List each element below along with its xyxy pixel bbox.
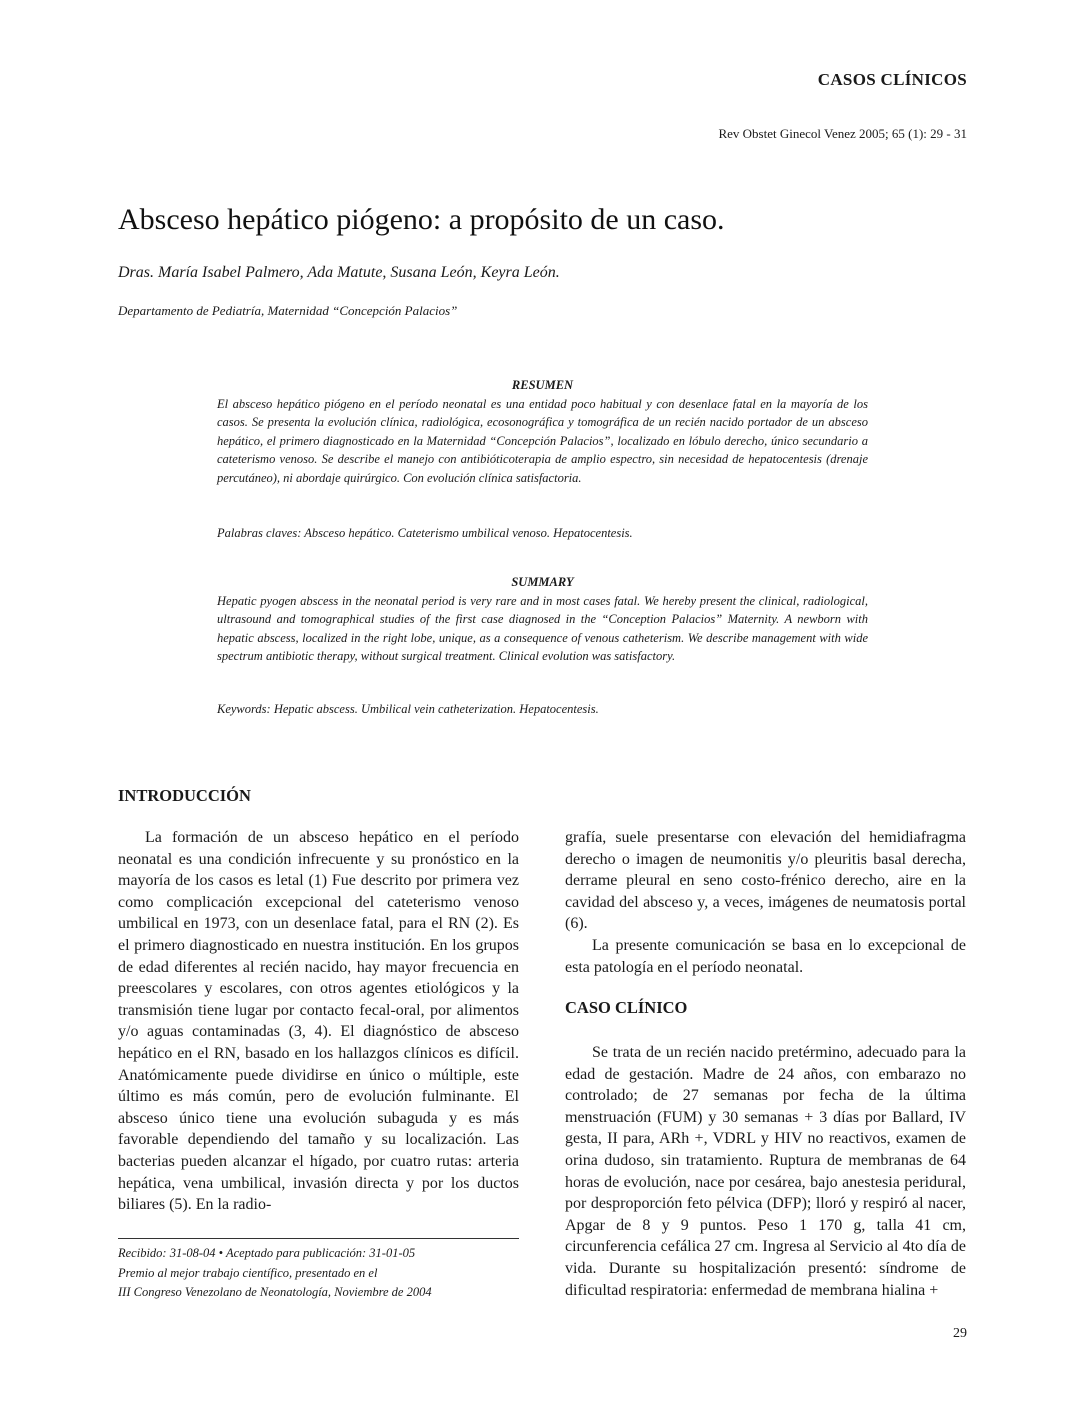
- right-column-top: [565, 827, 966, 978]
- summary-heading: SUMMARY: [511, 575, 574, 589]
- introduccion-paragraph: La formación de un absceso hepático en el período neonatal es una condición infrecuente y su pronóstico en la mayoría de los casos es letal (1) Fue descrito por primera vez como complicación excepcional del cateterismo venoso umbilical en 1973, con un desenlace fatal, para el RN (2). Es el primero diagnosticado en nuestra institución. En los grupos de edad diferentes al recién nacido, hay mayor frecuencia en preescolares y escolares, con otros agentes etiológicos y la transmisión tiene lugar por contacto fecal-oral, por alimentos y/o aguas contaminadas (3, 4). El diagnóstico de absceso hepático en el RN, basado en los hallazgos clínicos es difícil. Anatómicamente puede dividirse en único o múltiple, este último es más común, pero de evolución fulminante. El absceso único tiene una evolución subaguda y es más favorable dependiendo del tamaño y su localización. Las bacterias pueden alcanzar el hígado, por cuatro rutas: arteria hepática, vena umbilical, invasión directa y por los ductos biliares (5). En la radio-: [118, 829, 519, 1214]
- right-column-caso: [565, 1042, 966, 1301]
- resumen-text: El absceso hepático piógeno en el período neonatal es una entidad poco habitual y con desenlace fatal en la mayoría de los casos. Se presenta la evolución clínica, radiológica, ecosonográfica y tomográfica de un recién nacido portador de un absceso hepático, el primero diagnosticado en la Maternidad “Concepción Palacios”, localizado en lóbulo derecho, único secundario a cateterismo venoso. Se describe el manejo con antibióticoterapia de amplio espectro, sin necesidad de hepatocentesis (drenaje percutáneo), ni abordaje quirúrgico. Con evolución clínica satisfactoria.: [217, 396, 868, 485]
- introduccion-paragraph-2: La presente comunicación se basa en lo excepcional de esta patología en el período neonatal.: [565, 936, 966, 976]
- footnote-congress: III Congreso Venezolano de Neonatología, Noviembre de 2004: [118, 1285, 432, 1299]
- footnote-divider: [118, 1238, 519, 1239]
- footnote: [118, 1244, 519, 1303]
- authors: Dras. María Isabel Palmero, Ada Matute, Susana León, Keyra León.: [118, 264, 560, 281]
- introduccion-heading: INTRODUCCIÓN: [118, 786, 251, 805]
- section-label: CASOS CLÍNICOS: [817, 70, 967, 89]
- resumen-keywords: Palabras claves: Absceso hepático. Cateterismo umbilical venoso. Hepatocentesis.: [217, 526, 633, 540]
- resumen-heading: RESUMEN: [511, 378, 574, 392]
- summary-block: [217, 573, 868, 666]
- affiliation: Departamento de Pediatría, Maternidad “Concepción Palacios”: [118, 303, 458, 318]
- caso-clinico-paragraph: Se trata de un recién nacido pretérmino, adecuado para la edad de gestación. Madre de 24 años, con embarazo no controlado; de 27 semanas por fecha de la última menstruación (FUM) y 30 semanas + 3 días por Ballard, IV gesta, II para, ARh +, VDRL y HIV no reactivos, examen de orina dudoso, sin tratamiento. Ruptura de membranas de 64 horas de evolución, nace por cesárea, bajo anestesia peridural, por desproporción feto pélvica (DFP); lloró y respiró al nacer, Apgar de 8 y 9 puntos. Peso 1 170 g, talla 41 cm, circunferencia cefálica 27 cm. Ingresa al Servicio al 4to día de vida. Durante su hospitalización presentó: síndrome de dificultad respiratoria: enfermedad de membrana hialina +: [565, 1044, 966, 1299]
- journal-citation: Rev Obstet Ginecol Venez 2005; 65 (1): 29 - 31: [718, 126, 967, 141]
- left-column: [118, 827, 519, 1216]
- introduccion-paragraph-continued: grafía, suele presentarse con elevación del hemidiafragma derecho o imagen de neumonitis y/o pleuritis basal derecha, derrame pleural en seno costo-frénico derecho, aire en la cavidad del absceso y, a veces, imágenes de neumatosis portal (6).: [565, 829, 966, 933]
- caso-clinico-heading: CASO CLÍNICO: [565, 998, 688, 1017]
- resumen-block: [217, 376, 868, 488]
- footnote-dates: Recibido: 31-08-04 • Aceptado para publicación: 31-01-05: [118, 1246, 416, 1260]
- page-number: 29: [953, 1326, 967, 1341]
- article-title: Absceso hepático piógeno: a propósito de un caso.: [118, 203, 725, 236]
- summary-text: Hepatic pyogen abscess in the neonatal period is very rare and in most cases fatal. We hereby present the clinical, radiological, ultrasound and tomographical studies of the first case diagnosed in the “Conception Palacios” Maternity. A newborn with hepatic abscess, localized in the right lobe, unique, as a consequence of venous catheterism. We describe management with wide spectrum antibiotic therapy, without surgical treatment. Clinical evolution was satisfactory.: [217, 593, 868, 664]
- footnote-award: Premio al mejor trabajo científico, presentado en el: [118, 1265, 378, 1280]
- summary-keywords: Keywords: Hepatic abscess. Umbilical vein catheterization. Hepatocentesis.: [217, 702, 599, 716]
